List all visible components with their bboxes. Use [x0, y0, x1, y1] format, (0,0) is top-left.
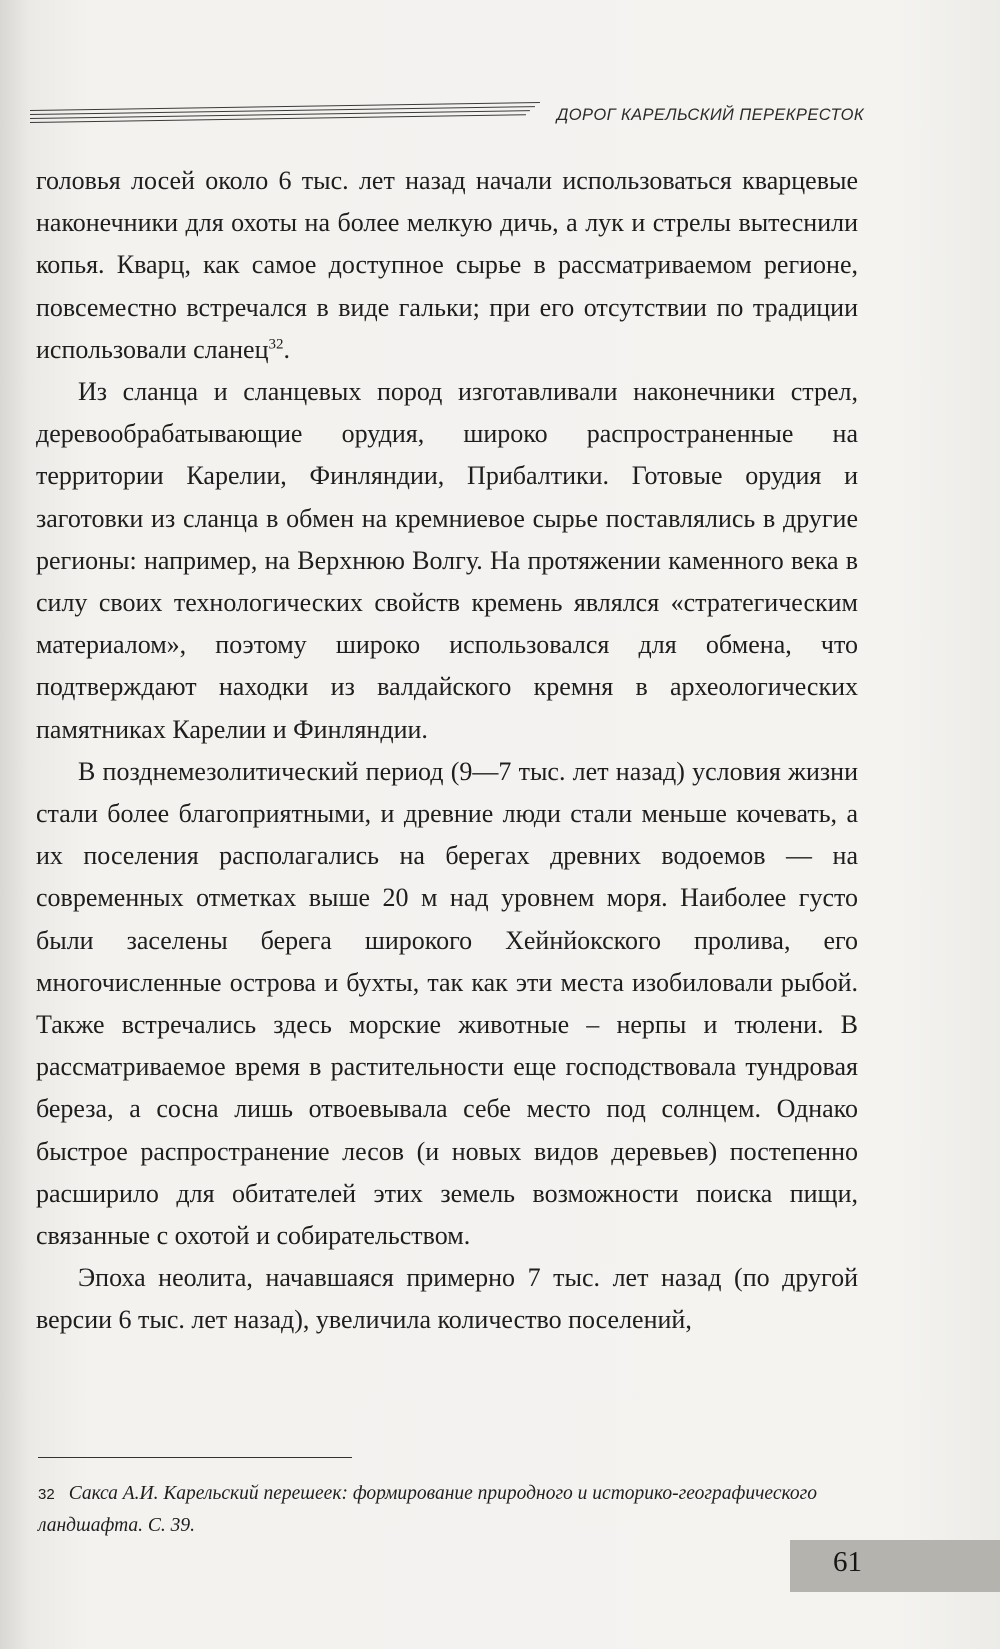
paragraph-2: Из сланца и сланцевых пород изготавливали наконечники стрел, деревообрабатывающие орудия, широко распространенные на территории Карелии, Финляндии, Прибалтики. Готовые орудия и заготовки из сланца в обмен на кремниевое сырье поставлялись в другие регионы: например, на Верхнюю Волгу. На протяжении каменного века в силу своих технологических свойств кремень являлся «стратегическим материалом», поэтому широко использовался для обмена, что подтверждают находки из валдайского кремня в археологических памятниках Карелии и Финляндии. [36, 377, 858, 744]
running-title: ДОРОГ КАРЕЛЬСКИЙ ПЕРЕКРЕСТОК [556, 106, 864, 124]
paragraph-4: Эпоха неолита, начавшаяся примерно 7 тыс. лет назад (по другой версии 6 тыс. лет назад), увеличила количество поселений, [36, 1263, 858, 1335]
page-number-band [790, 1540, 1000, 1592]
running-header [30, 96, 864, 146]
main-text [36, 160, 858, 1342]
paragraph-3: В позднемезолитический период (9—7 тыс. лет назад) условия жизни стали более благоприятными, и древние люди стали меньше кочевать, а их поселения располагались на берегах древних водоемов — на современных отметках выше 20 м над уровнем моря. Наиболее густо были заселены берега широкого Хейнйокского пролива, его многочисленные острова и бухты, так как эти места изобиловали рыбой. Также встречались здесь морские животные – нерпы и тюлени. В рассматриваемое время в растительности еще господствовала тундровая береза, а сосна лишь отвоевывала себе место под солнцем. Однако быстрое распространение лесов (и новых видов деревьев) постепенно расширило для обитателей этих земель возможности поиска пищи, связанные с охотой и собирательством. [36, 756, 858, 1251]
footnote-text: Сакса А.И. Карельский перешеек: формирование природного и историко-географического ландшафта. С. 39. [38, 1483, 817, 1536]
paragraph-1-text: головья лосей около 6 тыс. лет назад начали использоваться кварцевые наконечники для охоты на более мелкую дичь, а лук и стрелы вытеснили копья. Кварц, как самое доступное сырье в рассматриваемом регионе, повсеместно встречался в виде гальки; при его отсутствии по традиции использовали сланец [36, 166, 858, 364]
footnote-number: 32 [38, 1486, 55, 1503]
paragraph-1 [36, 160, 858, 371]
paragraph-1-end: . [283, 334, 290, 364]
footnote-separator [38, 1457, 352, 1458]
header-rule-lines [30, 96, 560, 146]
footnote-reference: 32 [268, 336, 284, 353]
page-number: 61 [833, 1546, 862, 1578]
footnote [38, 1478, 858, 1541]
